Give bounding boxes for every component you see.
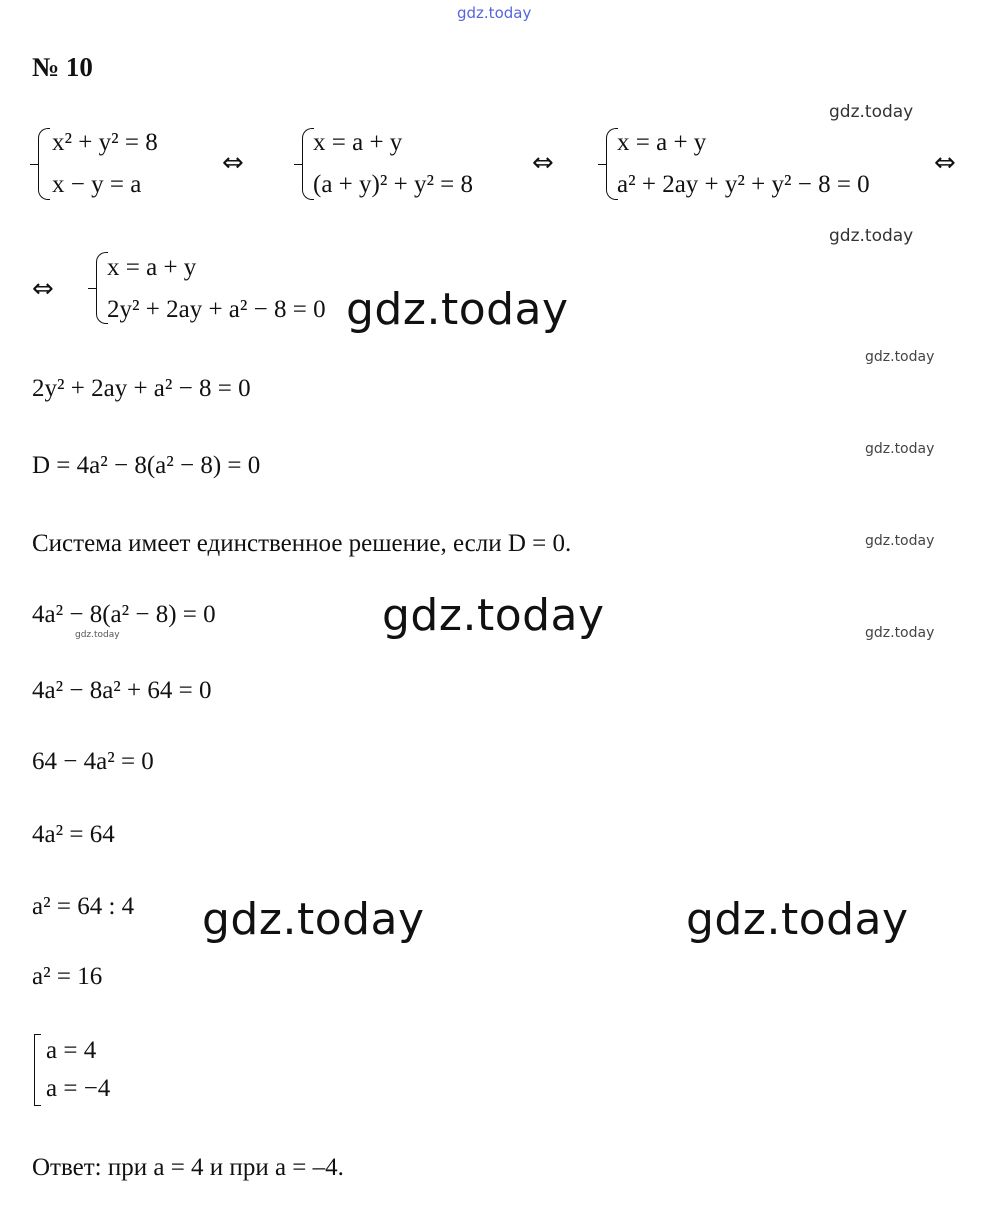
watermark-4: gdz.today: [865, 441, 935, 457]
watermark-5: gdz.today: [865, 533, 935, 549]
equivalence-icon-3: ⇔: [934, 148, 956, 178]
equivalence-icon-2: ⇔: [532, 148, 554, 178]
problem-number: № 10: [32, 52, 93, 82]
roots-bracket: [34, 1034, 41, 1106]
watermark-large-4: gdz.today: [686, 894, 909, 945]
system-brace-1: [38, 128, 50, 200]
watermark-6: gdz.today: [865, 625, 935, 641]
step-6: a² = 16: [32, 963, 103, 990]
watermark-3: gdz.today: [865, 349, 935, 365]
step-4: 4a² = 64: [32, 821, 115, 848]
system2-eq2: (a + y)² + y² = 8: [313, 171, 474, 198]
watermark-large-1: gdz.today: [346, 284, 569, 335]
quadratic-equation: 2y² + 2ay + a² − 8 = 0: [32, 375, 251, 402]
system1-eq1: x² + y² = 8: [52, 129, 158, 156]
discriminant-equation: D = 4a² − 8(a² − 8) = 0: [32, 452, 261, 479]
condition-text: Система имеет единственное решение, если D = 0.: [32, 530, 572, 557]
watermark-1: gdz.today: [829, 102, 914, 122]
step-1: 4a² − 8(a² − 8) = 0: [32, 601, 216, 628]
step-3: 64 − 4a² = 0: [32, 748, 154, 775]
watermark-large-2: gdz.today: [382, 590, 605, 641]
equivalence-icon-4: ⇔: [32, 274, 54, 304]
root-1: a = 4: [46, 1037, 97, 1064]
watermark-large-3: gdz.today: [202, 894, 425, 945]
system1-eq2: x − y = a: [52, 171, 142, 198]
system4-eq2: 2y² + 2ay + a² − 8 = 0: [107, 296, 326, 323]
watermark-2: gdz.today: [829, 226, 914, 246]
system4-eq1: x = a + y: [107, 254, 197, 281]
watermark-micro: gdz.today: [75, 630, 120, 640]
answer-text: Ответ: при a = 4 и при a = –4.: [32, 1154, 344, 1181]
root-2: a = −4: [46, 1075, 111, 1102]
system2-eq1: x = a + y: [313, 129, 403, 156]
system3-eq1: x = a + y: [617, 129, 707, 156]
step-2: 4a² − 8a² + 64 = 0: [32, 677, 212, 704]
step-5: a² = 64 : 4: [32, 893, 135, 920]
system3-eq2: a² + 2ay + y² + y² − 8 = 0: [617, 171, 870, 198]
watermark-top: gdz.today: [457, 4, 532, 22]
equivalence-icon-1: ⇔: [222, 148, 244, 178]
